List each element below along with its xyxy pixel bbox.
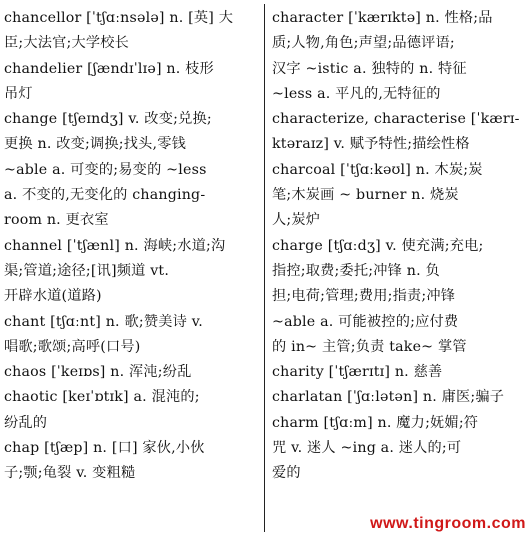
entry-line: 臣;大法官;大学校长	[4, 35, 130, 52]
entry-line: 子;颚;龟裂 v. 变粗糙	[4, 465, 136, 482]
entry-line: charity [ˈtʃærɪtɪ] n. 慈善	[272, 364, 443, 381]
entry-line: channel [ˈtʃænl] n. 海峡;水道;沟	[4, 237, 226, 254]
entry-line: chaotic [keɪˈɒtɪk] a. 混沌的;	[4, 389, 200, 406]
entry-line: 指控;取费;委托;冲锋 n. 负	[272, 262, 440, 279]
entry-line: 质;人物,角色;声望;品德评语;	[272, 35, 455, 52]
entry-line: 担;电荷;管理;费用;指责;冲锋	[272, 288, 456, 305]
entry-line: chant [tʃɑːnt] n. 歌;赞美诗 v.	[4, 313, 203, 330]
entry-line: character [ˈkærɪktə] n. 性格;品	[272, 10, 493, 26]
entry-line: chandelier [ʃændɪˈlɪə] n. 枝形	[4, 60, 214, 77]
entry-line: characterize, characterise [ˈkærɪ-	[272, 111, 520, 128]
entry-line: 咒 v. 迷人 ~ing a. 迷人的;可	[272, 440, 462, 457]
entry-line: room n. 更衣室	[4, 212, 109, 229]
entry-line: 人;炭炉	[272, 212, 321, 229]
entry-line: 的 in~ 主管;负责 take~ 掌管	[272, 338, 467, 355]
right-column	[272, 6, 528, 487]
entry-line: ktəraɪz] v. 赋予特性;描绘性格	[272, 136, 470, 153]
entry-line: chancellor [ˈtʃɑːnsələ] n. [英] 大	[4, 10, 234, 26]
entry-line: charge [tʃɑːdʒ] v. 使充满;充电;	[272, 237, 484, 254]
entry-line: 更换 n. 改变;调换;找头,零钱	[4, 136, 187, 153]
entry-line: chaos [ˈkeɪɒs] n. 浑沌;纷乱	[4, 364, 192, 381]
entry-line: 渠;管道;途径;[讯]频道 vt.	[4, 262, 170, 279]
entry-line: charm [tʃɑːm] n. 魔力;妩媚;符	[272, 414, 479, 431]
entry-line: 汉字 ~istic a. 独特的 n. 特征	[272, 60, 467, 77]
entry-line: charcoal [ˈtʃɑːkəʊl] n. 木炭;炭	[272, 161, 483, 178]
entry-line: 唱歌;歌颂;高呼(口号)	[4, 338, 141, 355]
left-column	[4, 6, 256, 487]
entry-line: a. 不变的,无变化的 changing-	[4, 187, 206, 204]
entry-line: 笔;木炭画 ~ burner n. 烧炭	[272, 187, 459, 204]
entry-line: 开辟水道(道路)	[4, 288, 102, 305]
entry-line: ~able a. 可变的;易变的 ~less	[4, 161, 207, 178]
entry-line: change [tʃeɪndʒ] v. 改变;兑换;	[4, 111, 212, 128]
entry-line: charlatan [ˈʃɑːlətən] n. 庸医;骗子	[272, 389, 505, 406]
site-watermark: www.tingroom.com	[370, 515, 526, 532]
entry-line: 吊灯	[4, 85, 33, 102]
entry-line: 纷乱的	[4, 414, 48, 431]
entry-line: chap [tʃæp] n. [口] 家伙,小伙	[4, 440, 205, 457]
column-divider	[264, 4, 265, 532]
entry-line: 爱的	[272, 465, 301, 482]
entry-line: ~less a. 平凡的,无特征的	[272, 85, 441, 102]
entry-line: ~able a. 可能被控的;应付费	[272, 313, 459, 330]
